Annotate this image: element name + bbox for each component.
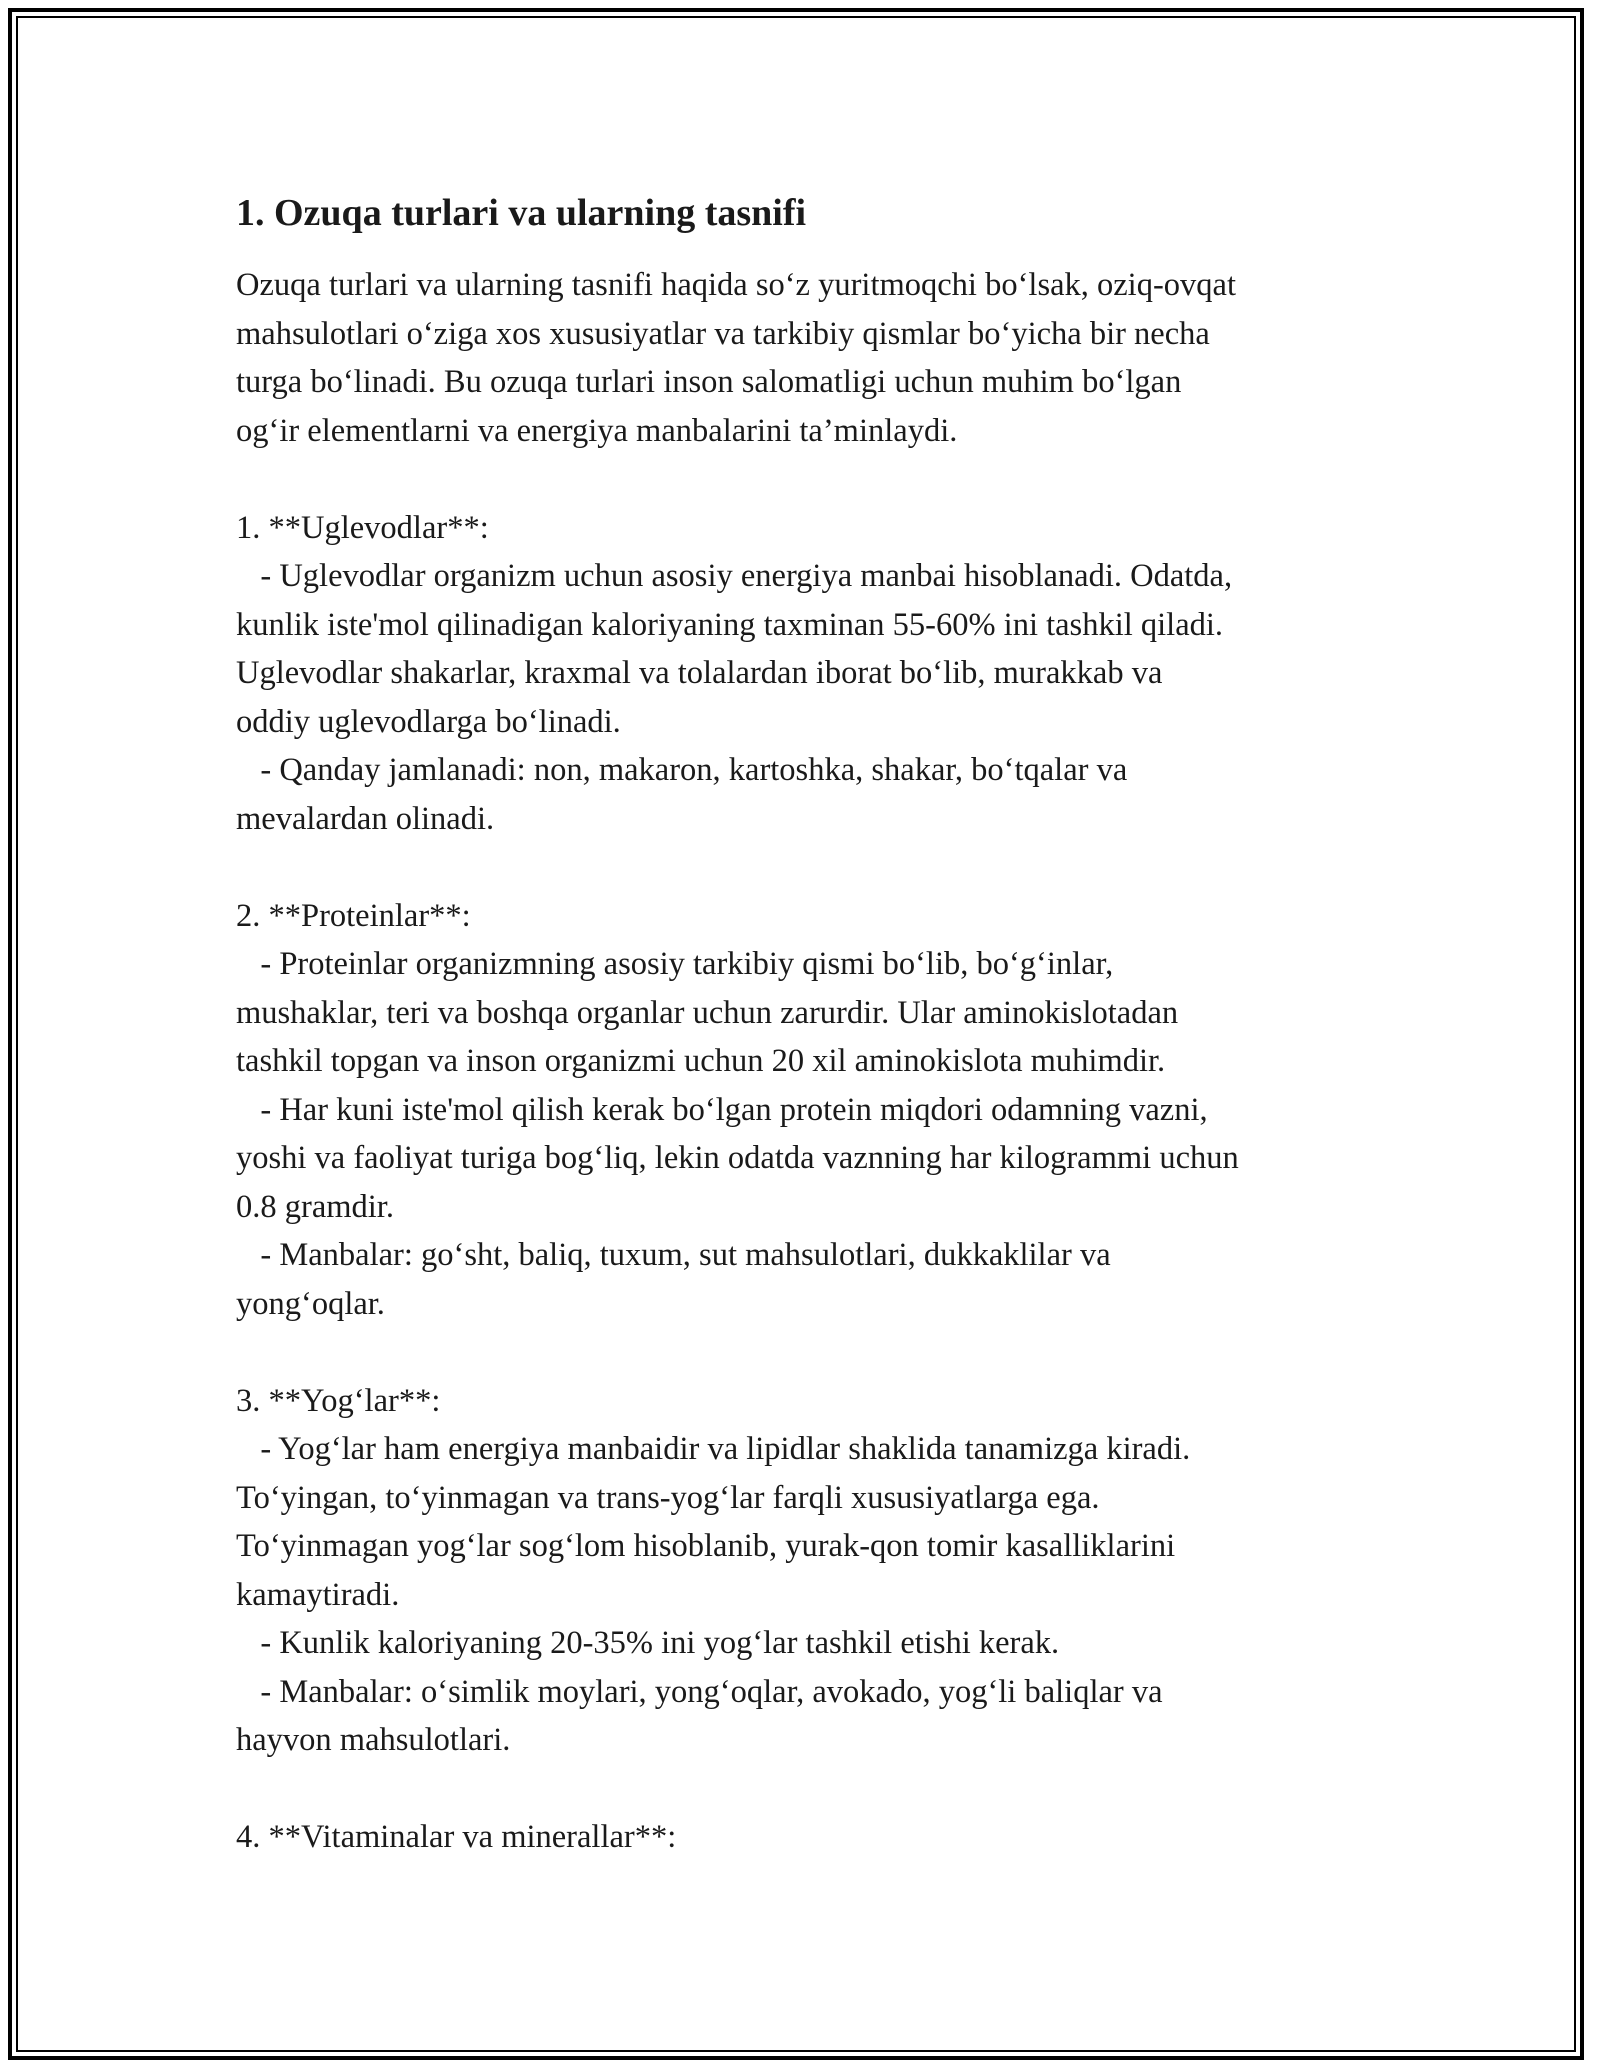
text-line: yoshi va faoliyat turiga bog‘liq, lekin odatda vaznning har kilogrammi uchun <box>236 1140 1239 1176</box>
text-line: kamaytiradi. <box>236 1576 400 1613</box>
document-body <box>236 185 1386 1862</box>
text-line: yong‘oqlar. <box>236 1285 385 1322</box>
text-line: - Qanday jamlanadi: non, makaron, kartoshka, shakar, bo‘tqalar va <box>236 752 1128 788</box>
text-line: mushaklar, teri va boshqa organlar uchun zarurdir. Ular aminokislotadan <box>236 994 1179 1031</box>
text-line: - Manbalar: o‘simlik moylari, yong‘oqlar, avokado, yog‘li baliqlar va <box>236 1673 1163 1710</box>
text-line: 0.8 gramdir. <box>236 1188 394 1225</box>
text-line: - Manbalar: go‘sht, baliq, tuxum, sut mahsulotlari, dukkaklilar va <box>236 1237 1111 1273</box>
text-line: To‘yingan, to‘yinmagan va trans-yog‘lar farqli xususiyatlarga ega. <box>236 1479 1100 1516</box>
text-line: Uglevodlar shakarlar, kraxmal va tolalardan iborat bo‘lib, murakkab va <box>236 655 1163 691</box>
text-line: hayvon mahsulotlari. <box>236 1722 511 1758</box>
blank-line <box>236 1765 1386 1814</box>
section-uglevodlar <box>236 504 1386 844</box>
text-line: oddiy uglevodlarga bo‘linadi. <box>236 703 621 740</box>
document-heading: 1. Ozuqa turlari va ularning tasnifi <box>236 192 807 234</box>
section-title: 4. **Vitaminalar va minerallar**: <box>236 1819 677 1855</box>
blank-line <box>236 455 1386 504</box>
section-vitaminalar <box>236 1813 1386 1862</box>
text-line: - Proteinlar organizmning asosiy tarkibiy qismi bo‘lib, bo‘g‘inlar, <box>236 946 1114 982</box>
intro-paragraph <box>236 261 1386 455</box>
text-line: - Kunlik kaloriyaning 20-35% ini yog‘lar tashkil etishi kerak. <box>236 1625 1060 1661</box>
text-line: - Har kuni iste'mol qilish kerak bo‘lgan protein miqdori odamning vazni, <box>236 1091 1208 1128</box>
text-line: kunlik iste'mol qilinadigan kaloriyaning taxminan 55-60% ini tashkil qiladi. <box>236 606 1224 643</box>
section-title: 2. **Proteinlar**: <box>236 897 471 934</box>
text-line: To‘yinmagan yog‘lar sog‘lom hisoblanib, yurak-qon tomir kasalliklarini <box>236 1528 1176 1564</box>
text-line: mevalardan olinadi. <box>236 800 495 837</box>
section-title: 3. **Yog‘lar**: <box>236 1382 441 1419</box>
text-line: turga bo‘linadi. Bu ozuqa turlari inson salomatligi uchun muhim bo‘lgan <box>236 364 1182 400</box>
text-line: - Uglevodlar organizm uchun asosiy energiya manbai hisoblanadi. Odatda, <box>236 558 1233 594</box>
section-title: 1. **Uglevodlar**: <box>236 509 489 546</box>
blank-line <box>236 843 1386 892</box>
section-yoglar <box>236 1377 1386 1765</box>
section-proteinlar <box>236 892 1386 1329</box>
text-line: - Yog‘lar ham energiya manbaidir va lipidlar shaklida tanamizga kiradi. <box>236 1431 1191 1467</box>
blank-line <box>236 1328 1386 1377</box>
text-line: Ozuqa turlari va ularning tasnifi haqida so‘z yuritmoqchi bo‘lsak, oziq-ovqat <box>236 267 1236 303</box>
text-line: tashkil topgan va inson organizmi uchun 20 xil aminokislota muhimdir. <box>236 1043 1166 1079</box>
text-line: og‘ir elementlarni va energiya manbalarini ta’minlaydi. <box>236 412 958 449</box>
text-line: mahsulotlari o‘ziga xos xususiyatlar va tarkibiy qismlar bo‘yicha bir necha <box>236 315 1210 352</box>
